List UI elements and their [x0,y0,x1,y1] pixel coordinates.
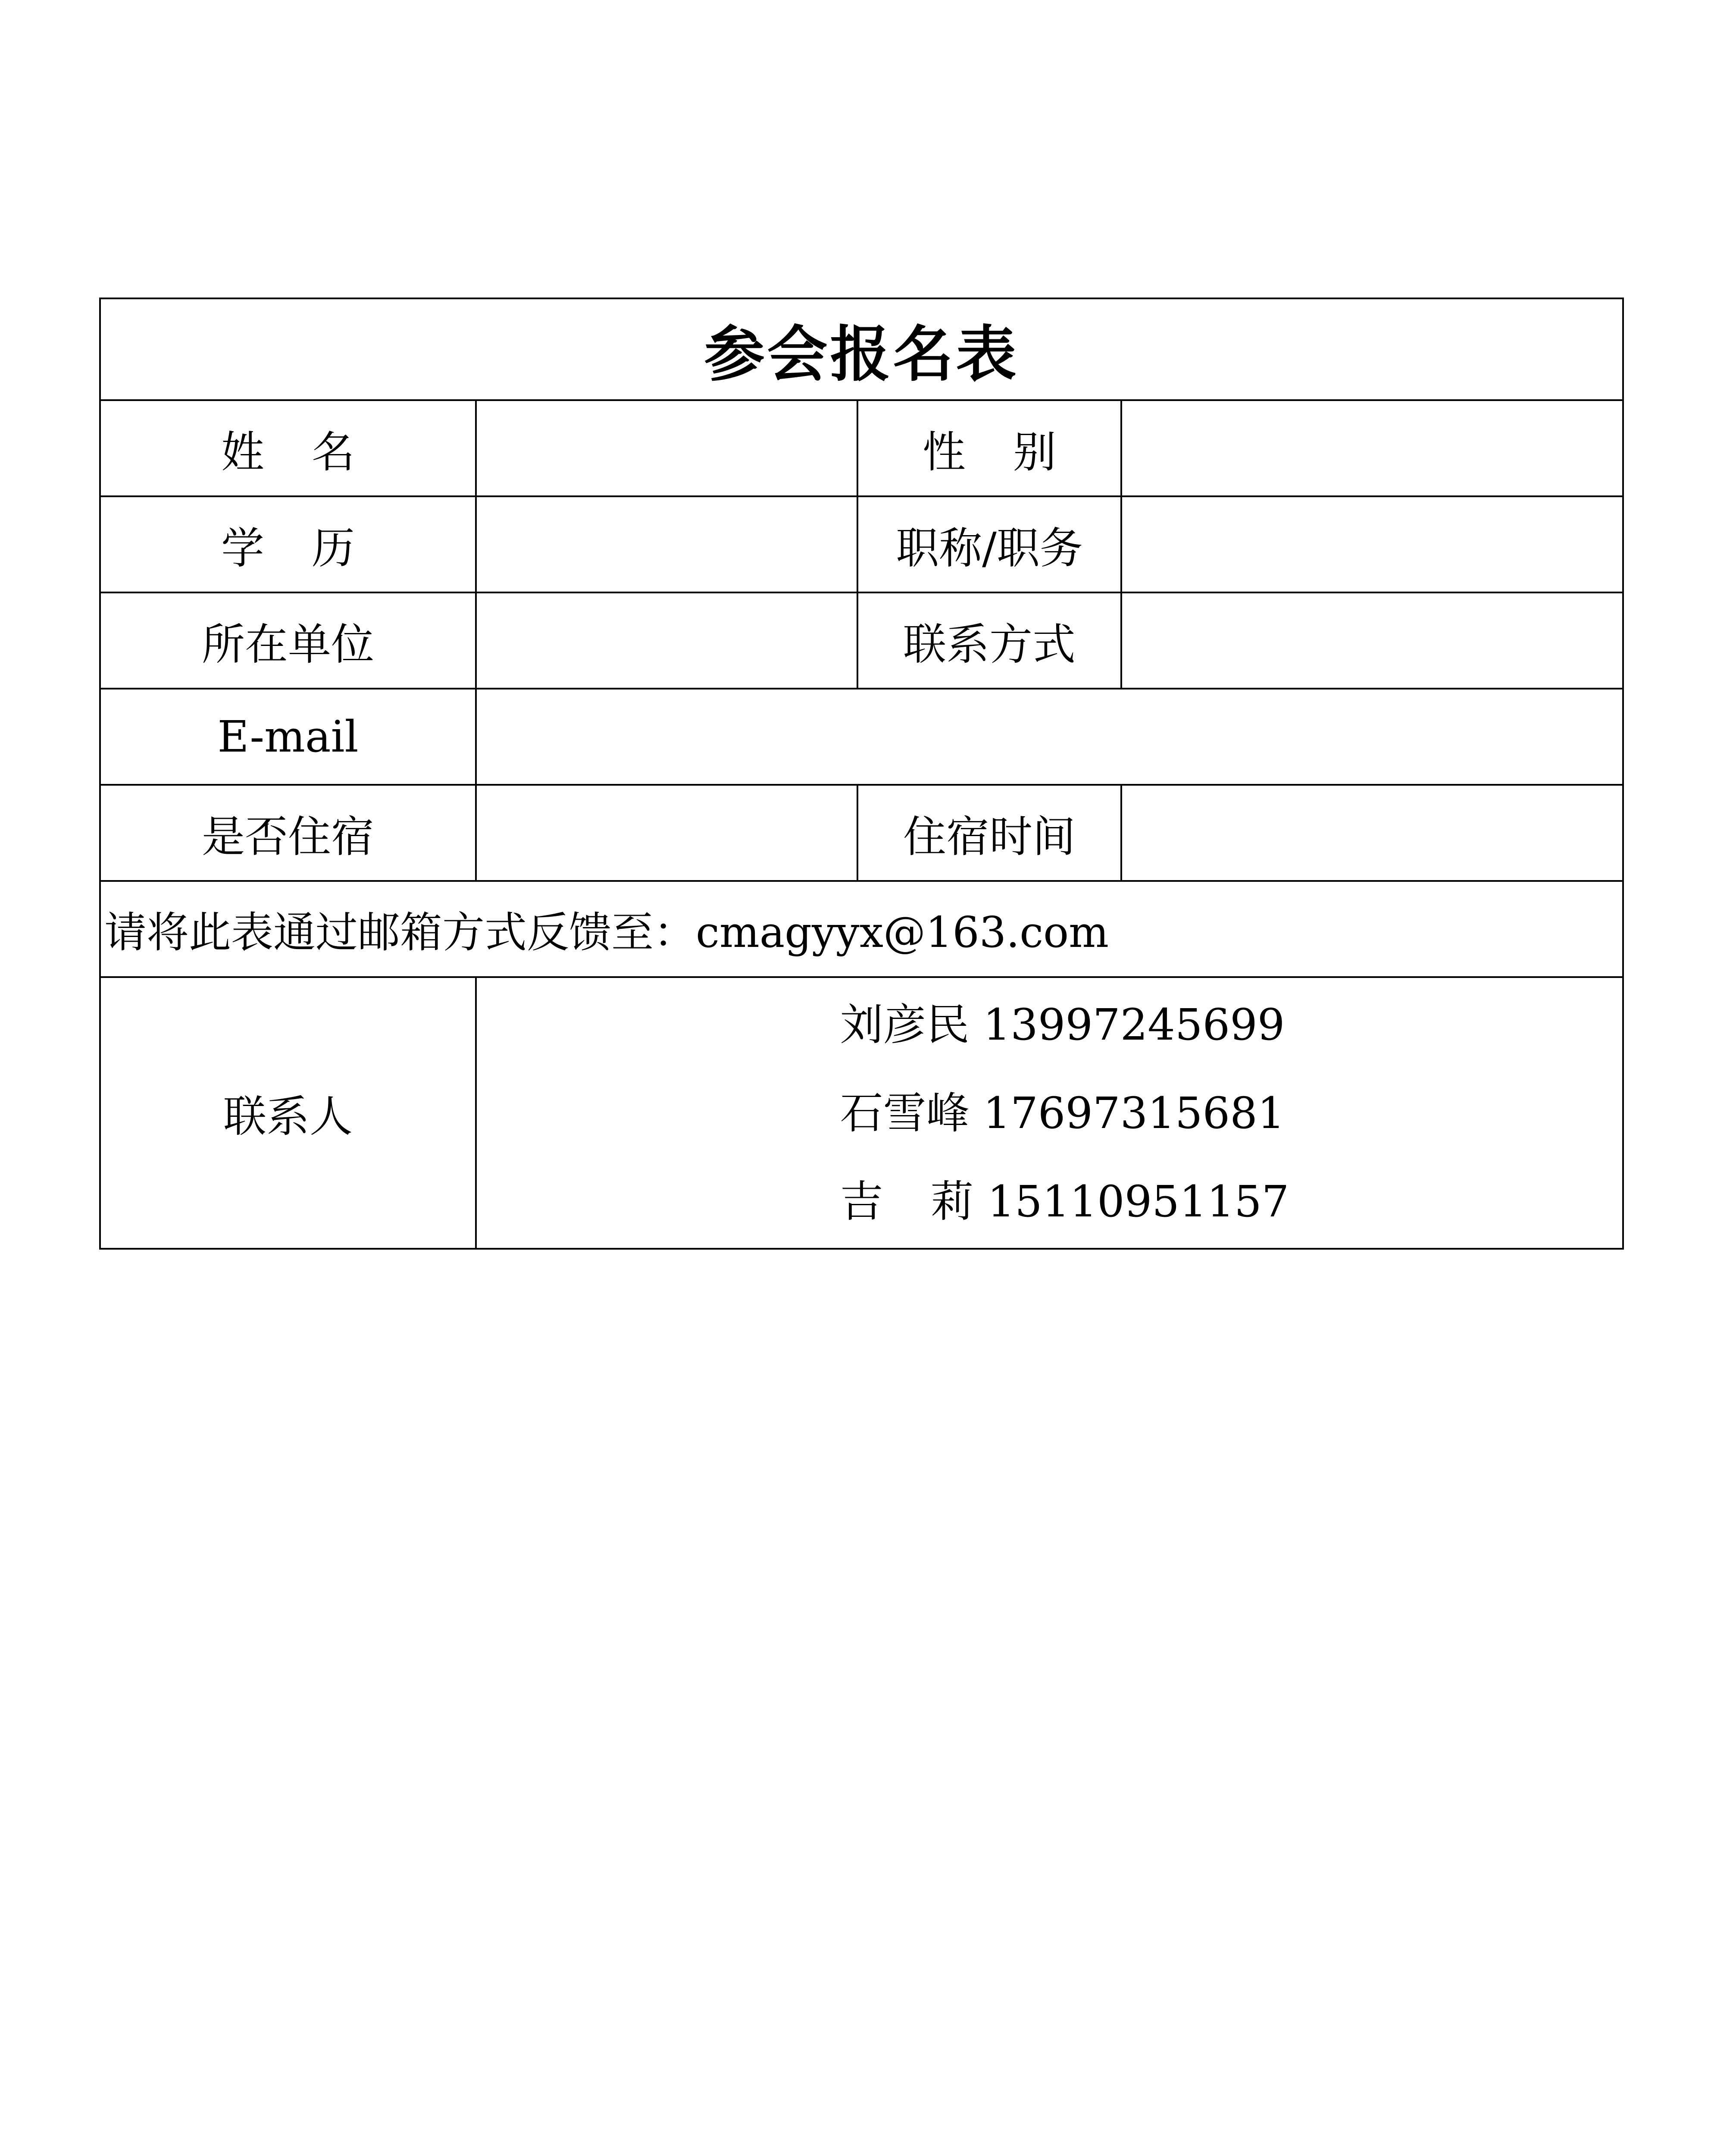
organization-label: 所在单位 [100,592,476,689]
contacts-list [810,981,1289,1246]
gender-label [857,400,1121,496]
contact-name: 刘彦民 [840,999,970,1050]
contact-name: 石雪峰 [840,1087,970,1138]
education-field[interactable] [476,496,857,592]
email-label: E-mail [100,689,476,785]
email-field[interactable] [476,689,1623,785]
name-label [100,400,476,496]
organization-contact-row [100,592,1623,689]
form-title-row [100,298,1623,400]
contact-name-first-char: 吉 [840,1176,883,1227]
registration-form-table [99,298,1624,1250]
education-label-first-char: 学 [221,523,264,573]
title-position-field[interactable] [1121,496,1623,592]
form-title-cell [100,298,1623,400]
contact-name [840,1157,974,1246]
education-label-second-char: 历 [312,523,355,573]
name-label-first-char: 姓 [221,426,264,477]
contact-phone: 13997245699 [983,999,1285,1050]
submission-note [100,881,1623,977]
email-row [100,689,1623,785]
lodging-label: 是否住宿 [100,785,476,881]
lodging-row [100,785,1623,881]
gender-label-second-char: 别 [1013,426,1056,477]
lodging-time-field[interactable] [1121,785,1623,881]
lodging-field[interactable] [476,785,857,881]
education-title-row [100,496,1623,592]
title-position-label: 职称/职务 [857,496,1121,592]
submission-note-text: 请将此表通过邮箱方式反馈至： [104,908,696,957]
contact-person [840,1157,1289,1246]
education-label [100,496,476,592]
contacts-cell [476,977,1623,1249]
gender-field[interactable] [1121,400,1623,496]
contact-person [840,1069,1289,1157]
contact-phone: 17697315681 [983,1087,1285,1138]
name-gender-row [100,400,1623,496]
contacts-row [100,977,1623,1249]
name-label-second-char: 名 [312,426,355,477]
organization-field[interactable] [476,592,857,689]
lodging-time-label: 住宿时间 [857,785,1121,881]
contact-person [840,981,1289,1069]
contact-method-field[interactable] [1121,592,1623,689]
submission-note-row [100,881,1623,977]
contact-phone: 15110951157 [987,1176,1289,1227]
contact-method-label: 联系方式 [857,592,1121,689]
contact-name-second-char: 莉 [930,1176,974,1227]
submission-email-link[interactable]: cmagyyx@163.com [696,908,1109,957]
form-title: 参会报名表 [704,319,1019,390]
name-field[interactable] [476,400,857,496]
contacts-label: 联系人 [100,977,476,1249]
gender-label-first-char: 性 [923,426,966,477]
